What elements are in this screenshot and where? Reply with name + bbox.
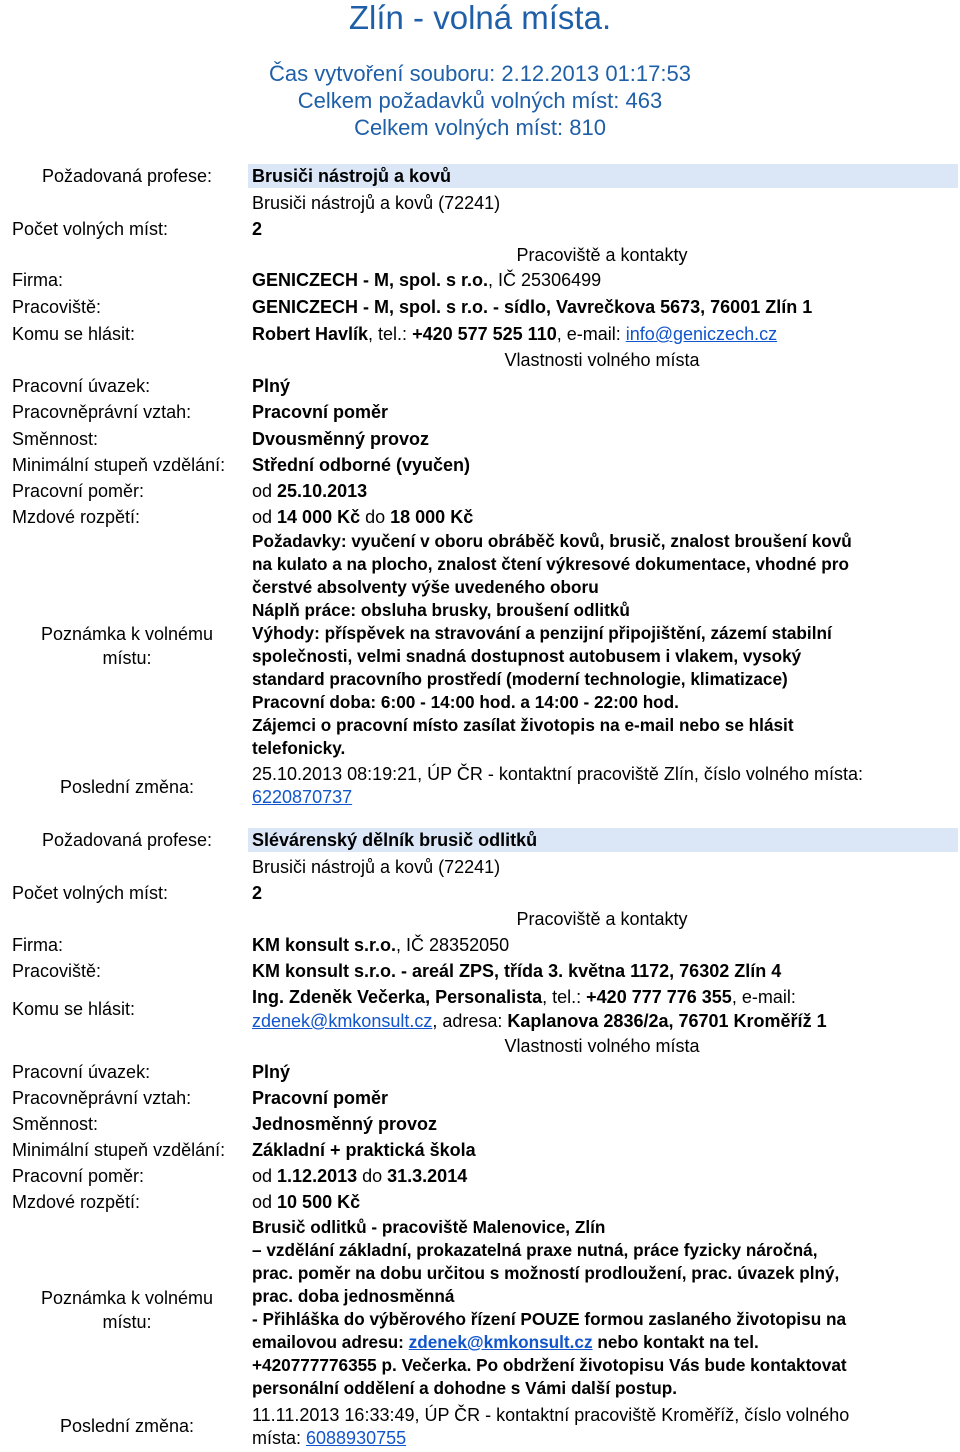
note-line: emailovou adresu: <box>252 1332 409 1352</box>
label-firma: Firma: <box>12 270 63 290</box>
label-vztah: Pracovněprávní vztah: <box>12 402 192 422</box>
label-pocet: Počet volných míst: <box>12 883 169 903</box>
page-title: Zlín - volná místa. <box>348 0 612 36</box>
note-line: Pracovní doba: 6:00 - 14:00 hod. a 14:00 - 22:00 hod. <box>252 692 679 712</box>
label-poznamka-line2: místu: <box>102 1312 152 1332</box>
pomer-from: 1.12.2013 <box>277 1166 358 1186</box>
section-pracoviste-kontakty: Pracoviště a kontakty <box>516 245 688 265</box>
last-change-text: 25.10.2013 08:19:21, ÚP ČR - kontaktní pracoviště Zlín, číslo volného místa: <box>252 764 863 784</box>
label-mzda: Mzdové rozpětí: <box>12 1192 141 1212</box>
job-profese: Slévárenský dělník brusič odlitků <box>248 828 958 852</box>
label-uvazek: Pracovní úvazek: <box>12 1062 151 1082</box>
pomer-prefix: od <box>252 481 278 501</box>
mzda-prefix: od <box>252 1192 278 1212</box>
firma-name: KM konsult s.r.o. <box>252 935 397 955</box>
job-category: Brusiči nástrojů a kovů (72241) <box>252 193 501 213</box>
label-poznamka <box>12 1286 242 1334</box>
last-change-text: 11.11.2013 16:33:49, ÚP ČR - kontaktní pracoviště Kroměříž, číslo volného <box>252 1405 850 1425</box>
contact-tel: +420 777 776 355 <box>586 987 732 1007</box>
job-uvazek: Plný <box>252 1062 291 1082</box>
label-smennost: Směnnost: <box>12 1114 99 1134</box>
label-mzda: Mzdové rozpětí: <box>12 507 141 527</box>
note-line: Požadavky: vyučení v oboru obráběč kovů, brusič, znalost broušení kovů <box>252 531 852 551</box>
job-vztah: Pracovní poměr <box>252 402 389 422</box>
mzda-prefix: od <box>252 507 278 527</box>
job-pocet: 2 <box>252 883 263 903</box>
job-uvazek: Plný <box>252 376 291 396</box>
label-pracoviste: Pracoviště: <box>12 961 102 981</box>
label-zmena: Poslední změna: <box>59 777 195 797</box>
job-number-link[interactable]: 6088930755 <box>306 1428 407 1448</box>
pomer-prefix: od <box>252 1166 278 1186</box>
label-pracoviste: Pracoviště: <box>12 297 102 317</box>
job-note <box>252 530 952 760</box>
contact-tel-label: , tel.: <box>368 324 413 344</box>
job-vztah: Pracovní poměr <box>252 1088 389 1108</box>
note-line: na kulato a na plocho, znalost čtení výkresové dokumentace, vhodné pro <box>252 554 849 574</box>
label-pomer: Pracovní poměr: <box>12 481 145 501</box>
total-requests: Celkem požadavků volných míst: 463 <box>297 88 663 113</box>
note-line: standard pracovního prostředí (moderní technologie, klimatizace) <box>252 669 788 689</box>
label-zmena: Poslední změna: <box>59 1416 195 1436</box>
firma-name: GENICZECH - M, spol. s r.o. <box>252 270 489 290</box>
firma-ic: , IČ 25306499 <box>488 270 602 290</box>
note-line: – vzdělání základní, prokazatelná praxe nutná, práce fyzicky náročná, <box>252 1240 818 1260</box>
note-line: Brusič odlitků - pracoviště Malenovice, Zlín <box>252 1217 606 1237</box>
total-places: Celkem volných míst: 810 <box>354 115 606 140</box>
label-komu: Komu se hlásit: <box>12 999 136 1019</box>
note-line: Náplň práce: obsluha brusky, broušení odlitků <box>252 600 630 620</box>
job-category: Brusiči nástrojů a kovů (72241) <box>252 857 501 877</box>
label-poznamka-line2: místu: <box>102 648 152 668</box>
label-poznamka-line1: Poznámka k volnému <box>40 624 214 644</box>
contact-addr-label: , adresa: <box>432 1011 508 1031</box>
note-line: telefonicky. <box>252 738 346 758</box>
note-line: nebo kontakt na tel. <box>592 1332 759 1352</box>
label-profese: Požadovaná profese: <box>41 830 213 850</box>
label-vzdelani: Minimální stupeň vzdělání: <box>12 1140 226 1160</box>
job-profese: Brusiči nástrojů a kovů <box>248 164 958 188</box>
created-time: Čas vytvoření souboru: 2.12.2013 01:17:53 <box>269 61 691 86</box>
job-smennost: Dvousměnný provoz <box>252 429 430 449</box>
note-line: čerstvé absolventy výše uvedeného oboru <box>252 577 599 597</box>
section-vlastnosti: Vlastnosti volného místa <box>504 350 700 370</box>
contact-tel: +420 577 525 110 <box>412 324 557 344</box>
note-line: prac. doba jednosměnná <box>252 1286 455 1306</box>
mzda-from: 14 000 Kč <box>277 507 361 527</box>
label-firma: Firma: <box>12 935 63 955</box>
job-contact <box>252 985 952 1033</box>
job-pocet: 2 <box>252 219 263 239</box>
job-last-change <box>252 763 952 809</box>
contact-tel-label: , tel.: <box>542 987 587 1007</box>
job-number-link[interactable]: 6220870737 <box>252 787 353 807</box>
note-line: společnosti, velmi snadná dostupnost autobusem i vlakem, vysoký <box>252 646 802 666</box>
note-line: personální oddělení a dohodne s Vámi další postup. <box>252 1378 677 1398</box>
label-uvazek: Pracovní úvazek: <box>12 376 151 396</box>
job-vzdelani: Základní + praktická škola <box>252 1140 476 1160</box>
contact-email-link[interactable]: info@geniczech.cz <box>625 324 778 344</box>
label-poznamka-line1: Poznámka k volnému <box>40 1288 214 1308</box>
mzda-from: 10 500 Kč <box>277 1192 361 1212</box>
contact-address: Kaplanova 2836/2a, 76701 Kroměříž 1 <box>507 1011 827 1031</box>
label-komu: Komu se hlásit: <box>12 324 136 344</box>
label-pomer: Pracovní poměr: <box>12 1166 145 1186</box>
contact-name: Ing. Zdeněk Večerka, Personalista <box>252 987 543 1007</box>
label-vztah: Pracovněprávní vztah: <box>12 1088 192 1108</box>
job-note <box>252 1216 952 1400</box>
job-pracoviste: GENICZECH - M, spol. s r.o. - sídlo, Vavrečkova 5673, 76001 Zlín 1 <box>252 297 813 317</box>
job-pracoviste: KM konsult s.r.o. - areál ZPS, třída 3. května 1172, 76302 Zlín 4 <box>252 961 782 981</box>
label-vzdelani: Minimální stupeň vzdělání: <box>12 455 226 475</box>
note-line: Zájemci o pracovní místo zasílat životopis na e-mail nebo se hlásit <box>252 715 794 735</box>
pomer-mid: do <box>357 1166 388 1186</box>
job-vzdelani: Střední odborné (vyučen) <box>252 455 471 475</box>
mzda-to: 18 000 Kč <box>390 507 474 527</box>
pomer-to: 31.3.2014 <box>387 1166 468 1186</box>
last-change-text2: místa: <box>252 1428 307 1448</box>
label-pocet: Počet volných míst: <box>12 219 169 239</box>
section-pracoviste-kontakty: Pracoviště a kontakty <box>516 909 688 929</box>
note-email-link[interactable]: zdenek@kmkonsult.cz <box>408 1332 593 1352</box>
mzda-mid: do <box>360 507 391 527</box>
note-line: prac. poměr na dobu určitou s možností prodloužení, prac. úvazek plný, <box>252 1263 840 1283</box>
note-line: - Přihláška do výběrového řízení POUZE formou zaslaného životopisu na <box>252 1309 847 1329</box>
pomer-from: 25.10.2013 <box>277 481 368 501</box>
job-last-change <box>252 1404 952 1450</box>
note-line: +420777776355 p. Večerka. Po obdržení životopisu Vás bude kontaktovat <box>252 1355 847 1375</box>
contact-mail-label: , e-mail: <box>556 324 626 344</box>
section-vlastnosti: Vlastnosti volného místa <box>504 1036 700 1056</box>
contact-mail-label: , e-mail: <box>731 987 796 1007</box>
job-smennost: Jednosměnný provoz <box>252 1114 438 1134</box>
contact-name: Robert Havlík <box>252 324 369 344</box>
label-profese: Požadovaná profese: <box>41 166 213 186</box>
firma-ic: , IČ 28352050 <box>396 935 510 955</box>
contact-email-link[interactable]: zdenek@kmkonsult.cz <box>252 1011 433 1031</box>
label-smennost: Směnnost: <box>12 429 99 449</box>
note-line: Výhody: příspěvek na stravování a penzijní připojištění, zázemí stabilní <box>252 623 832 643</box>
label-poznamka <box>12 622 242 670</box>
